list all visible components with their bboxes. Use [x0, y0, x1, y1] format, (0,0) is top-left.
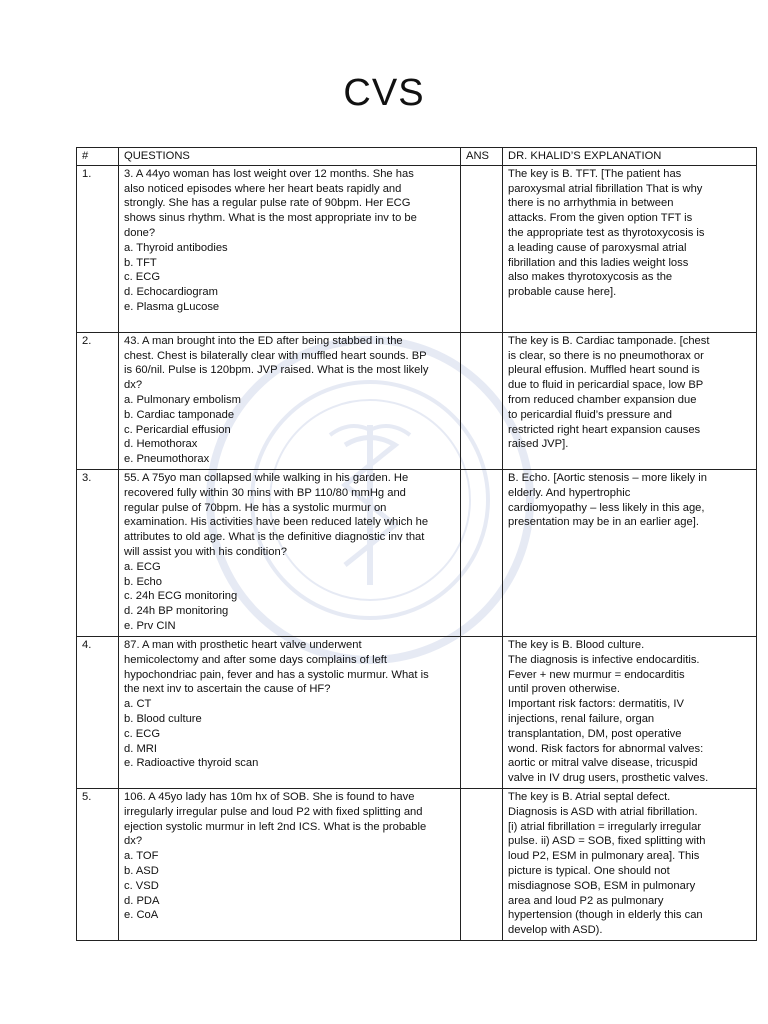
- question-line: d. 24h BP monitoring: [124, 605, 229, 618]
- explanation-line: fibrillation and this ladies weight loss: [508, 256, 689, 269]
- explanation-line: aortic or mitral valve disease, tricuspid: [508, 757, 698, 770]
- question-stem-line: 87. A man with prosthetic heart valve underwent: [124, 638, 362, 651]
- question-line: hypochondriac pain, fever and has a systolic murmur. What is: [124, 668, 429, 681]
- table-header-row: [77, 148, 757, 166]
- question-line: b. TFT: [124, 256, 157, 269]
- table-row: [77, 165, 757, 332]
- question-line: e. CoA: [124, 909, 159, 922]
- explanation-line: until proven otherwise.: [508, 683, 620, 696]
- cvs-question-table: [76, 147, 757, 941]
- explanation-line: picture is typical. One should not: [508, 864, 670, 877]
- question-cell: [119, 165, 461, 332]
- explanation-line: elderly. And hypertrophic: [508, 486, 631, 499]
- question-line: c. Pericardial effusion: [124, 423, 231, 436]
- question-line: a. TOF: [124, 850, 159, 863]
- explanation-line: pleural effusion. Muffled heart sound is: [508, 364, 700, 377]
- answer-cell: [461, 636, 503, 788]
- question-cell: [119, 469, 461, 636]
- explanation-line: presentation may be in an earlier age].: [508, 516, 699, 529]
- header-number: #: [77, 148, 119, 166]
- question-line: a. ECG: [124, 560, 161, 573]
- explanation-line: probable cause here].: [508, 286, 617, 299]
- question-line: done?: [124, 226, 156, 239]
- explanation-line: also makes thyrotoxycosis as the: [508, 271, 673, 284]
- row-number: 3.: [77, 469, 119, 636]
- question-line: shows sinus rhythm. What is the most appropriate inv to be: [124, 212, 417, 225]
- explanation-cell: [503, 165, 757, 332]
- explanation-cell: [503, 788, 757, 940]
- explanation-line: is clear, so there is no pneumothorax or: [508, 349, 704, 362]
- question-line: strongly. She has a regular pulse rate of 90bpm. Her ECG: [124, 197, 411, 210]
- explanation-line: due to fluid in pericardial space, low BP: [508, 379, 704, 392]
- table-row: [77, 636, 757, 788]
- question-line: a. Thyroid antibodies: [124, 241, 228, 254]
- question-line: examination. His activities have been reduced lately which he: [124, 516, 429, 529]
- question-line: ejection systolic murmur in left 2nd ICS. What is the probable: [124, 820, 427, 833]
- question-line: c. 24h ECG monitoring: [124, 590, 238, 603]
- explanation-line: from reduced chamber expansion due: [508, 393, 697, 406]
- explanation-line: pulse. ii) ASD = SOB, fixed splitting with: [508, 835, 706, 848]
- explanation-line: valve in IV drug users, prosthetic valves.: [508, 772, 709, 785]
- explanation-line: raised JVP].: [508, 438, 569, 451]
- row-number: 4.: [77, 636, 119, 788]
- question-line: attributes to old age. What is the definitive diagnostic inv that: [124, 531, 425, 544]
- question-line: a. CT: [124, 698, 152, 711]
- question-line: regular pulse of 70bpm. He has a systolic murmur on: [124, 501, 387, 514]
- row-number: 2.: [77, 332, 119, 469]
- explanation-line: paroxysmal atrial fibrillation That is why: [508, 182, 703, 195]
- explanation-line: The key is B. Atrial septal defect.: [508, 790, 671, 803]
- explanation-line: The key is B. Blood culture.: [508, 638, 645, 651]
- question-line: dx?: [124, 835, 143, 848]
- table-row: [77, 469, 757, 636]
- explanation-cell: [503, 469, 757, 636]
- explanation-line: Important risk factors: dermatitis, IV: [508, 698, 684, 711]
- explanation-line: a leading cause of paroxysmal atrial: [508, 241, 687, 254]
- question-stem-line: 55. A 75yo man collapsed while walking in his garden. He: [124, 471, 409, 484]
- question-line: d. Hemothorax: [124, 438, 198, 451]
- explanation-line: attacks. From the given option TFT is: [508, 212, 693, 225]
- question-stem-line: 3. A 44yo woman has lost weight over 12 months. She has: [124, 167, 414, 180]
- question-line: c. VSD: [124, 879, 159, 892]
- page-title: CVS: [343, 72, 425, 114]
- question-line: b. ASD: [124, 864, 159, 877]
- explanation-line: loud P2, ESM in pulmonary area]. This: [508, 850, 700, 863]
- explanation-line: B. Echo. [Aortic stenosis – more likely in: [508, 471, 707, 484]
- question-line: d. Echocardiogram: [124, 286, 218, 299]
- question-line: e. Prv CIN: [124, 619, 176, 632]
- answer-cell: [461, 165, 503, 332]
- question-line: e. Pneumothorax: [124, 453, 210, 466]
- explanation-line: The key is B. Cardiac tamponade. [chest: [508, 334, 710, 347]
- question-line: will assist you with his condition?: [124, 545, 287, 558]
- explanation-line: develop with ASD).: [508, 924, 603, 937]
- row-number: 5.: [77, 788, 119, 940]
- header-questions: QUESTIONS: [119, 148, 461, 166]
- explanation-line: injections, renal failure, organ: [508, 712, 655, 725]
- question-line: chest. Chest is bilaterally clear with muffled heart sounds. BP: [124, 349, 427, 362]
- question-line: c. ECG: [124, 727, 161, 740]
- answer-cell: [461, 469, 503, 636]
- question-line: dx?: [124, 379, 143, 392]
- question-stem-line: 43. A man brought into the ED after being stabbed in the: [124, 334, 403, 347]
- question-line: irregularly irregular pulse and loud P2 with fixed splitting and: [124, 805, 423, 818]
- explanation-line: The diagnosis is infective endocarditis.: [508, 653, 700, 666]
- explanation-line: The key is B. TFT. [The patient has: [508, 167, 682, 180]
- question-line: b. Echo: [124, 575, 162, 588]
- question-line: b. Cardiac tamponade: [124, 408, 235, 421]
- question-line: hemicolectomy and after some days complains of left: [124, 653, 388, 666]
- question-stem-line: 106. A 45yo lady has 10m hx of SOB. She is found to have: [124, 790, 415, 803]
- question-cell: [119, 788, 461, 940]
- table-row: [77, 332, 757, 469]
- header-explanation: DR. KHALID’S EXPLANATION: [503, 148, 757, 166]
- explanation-line: transplantation, DM, post operative: [508, 727, 682, 740]
- row-number: 1.: [77, 165, 119, 332]
- explanation-line: Diagnosis is ASD with atrial fibrillation.: [508, 805, 698, 818]
- question-line: also noticed episodes where her heart beats rapidly and: [124, 182, 402, 195]
- question-line: e. Plasma gLucose: [124, 300, 220, 313]
- explanation-line: wond. Risk factors for abnormal valves:: [508, 742, 704, 755]
- explanation-line: misdiagnose SOB, ESM in pulmonary: [508, 879, 696, 892]
- question-cell: [119, 636, 461, 788]
- question-line: b. Blood culture: [124, 712, 202, 725]
- explanation-line: the appropriate test as thyrotoxycosis is: [508, 226, 705, 239]
- question-line: c. ECG: [124, 271, 161, 284]
- header-answer: ANS: [461, 148, 503, 166]
- answer-cell: [461, 788, 503, 940]
- explanation-cell: [503, 332, 757, 469]
- table-row: [77, 788, 757, 940]
- explanation-line: Fever + new murmur = endocarditis: [508, 668, 685, 681]
- question-cell: [119, 332, 461, 469]
- explanation-line: restricted right heart expansion causes: [508, 423, 701, 436]
- question-line: a. Pulmonary embolism: [124, 393, 241, 406]
- question-line: is 60/nil. Pulse is 120bpm. JVP raised. What is the most likely: [124, 364, 429, 377]
- question-line: e. Radioactive thyroid scan: [124, 757, 259, 770]
- explanation-line: area and loud P2 as pulmonary: [508, 894, 664, 907]
- explanation-line: to pericardial fluid’s pressure and: [508, 408, 672, 421]
- answer-cell: [461, 332, 503, 469]
- explanation-line: hypertension (though in elderly this can: [508, 909, 703, 922]
- question-line: d. MRI: [124, 742, 157, 755]
- explanation-cell: [503, 636, 757, 788]
- explanation-line: [i) atrial fibrillation = irregularly irregular: [508, 820, 702, 833]
- question-line: d. PDA: [124, 894, 160, 907]
- explanation-line: there is no arrhythmia in between: [508, 197, 674, 210]
- explanation-line: cardiomyopathy – less likely in this age,: [508, 501, 705, 514]
- question-line: recovered fully within 30 mins with BP 110/80 mmHg and: [124, 486, 406, 499]
- question-line: the next inv to ascertain the cause of HF?: [124, 683, 331, 696]
